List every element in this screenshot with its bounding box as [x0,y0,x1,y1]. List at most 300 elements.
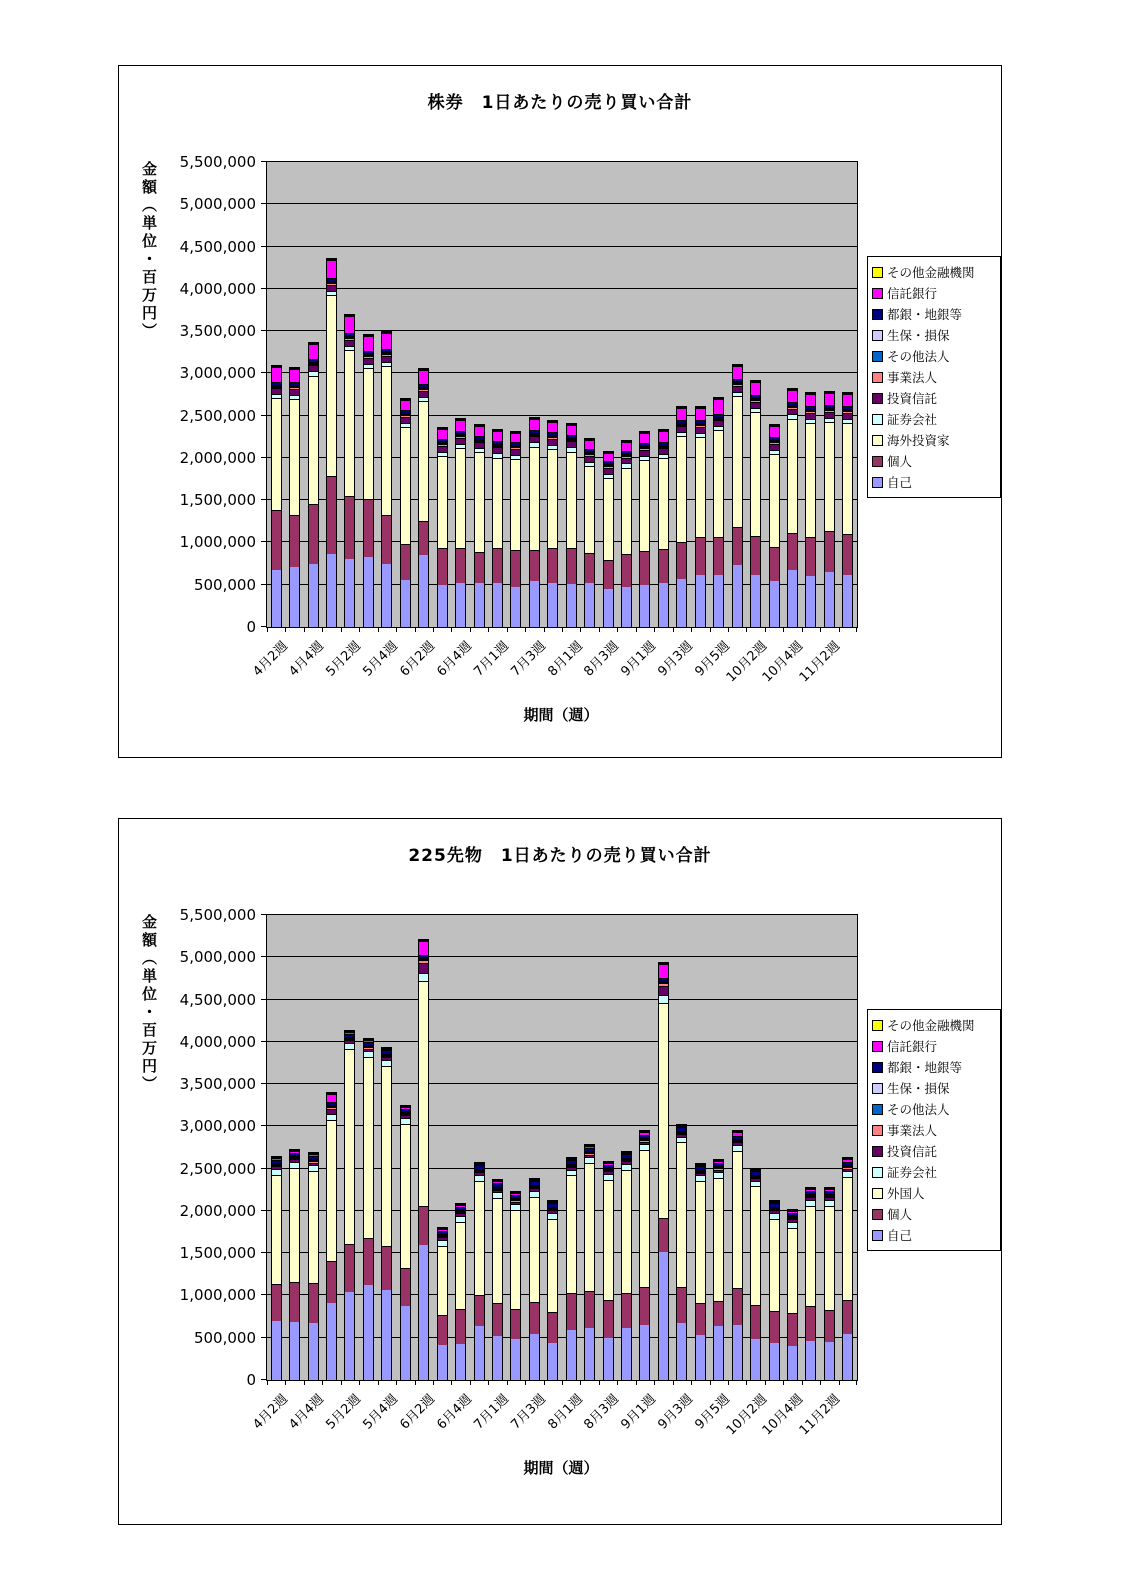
bar-4月4週 [304,915,322,1380]
bar-6月4週 [451,915,469,1380]
legend-label: 生保・損保 [887,328,950,343]
segment-外国人 [511,1210,520,1309]
segment-自己 [511,587,520,627]
stacked-bar-10月2週 [750,1168,761,1380]
segment-外国人 [825,1206,834,1310]
y-tick-label: 1,000,000 [179,533,256,552]
segment-海外投資家 [806,423,815,538]
stacked-bar-10月1週 [732,1130,743,1380]
segment-信託銀行 [622,442,631,451]
stacked-bar-6月1週 [400,1105,411,1380]
bar-7月4週 [544,915,562,1380]
legend-item-その他金融機関 [872,1016,996,1034]
segment-外国人 [659,1003,668,1218]
legend-item-その他法人 [872,1100,996,1118]
segment-個人 [714,537,723,575]
segment-外国人 [751,1186,760,1304]
stacked-bar-8月2週 [584,1144,595,1380]
x-tick-label-4月4週: 4月4週 [286,1391,328,1433]
segment-個人 [382,1246,391,1290]
segment-信託銀行 [290,369,299,383]
segment-海外投資家 [309,376,318,504]
stacked-bar-6月5週 [474,1162,485,1380]
x-tick-label-9月1週: 9月1週 [618,1391,660,1433]
bar-9月2週 [654,915,672,1380]
segment-個人 [327,476,336,555]
stacked-bar-7月2週 [510,1191,521,1380]
legend-swatch-その他金融機関 [872,267,883,278]
segment-信託銀行 [309,344,318,359]
stacked-bar-6月4週 [455,1203,466,1380]
bar-8月4週 [617,915,635,1380]
bar-6月5週 [470,162,488,627]
y-tick-label: 0 [246,618,256,636]
segment-海外投資家 [419,401,428,521]
segment-個人 [327,1261,336,1303]
bar-8月2週 [580,915,598,1380]
segment-自己 [290,567,299,627]
stacked-bar-11月2週 [824,391,835,627]
x-tick [599,627,600,632]
stacked-bar-8月1週 [566,1157,577,1380]
segment-海外投資家 [604,478,613,560]
y-tick-label: 3,000,000 [179,1117,256,1136]
y-tick-label: 1,500,000 [179,491,256,510]
x-tick-label-7月1週: 7月1週 [471,1391,512,1433]
segment-自己 [530,581,539,627]
segment-自己 [493,583,502,627]
segment-個人 [548,1312,557,1343]
y-tick [261,1210,266,1211]
x-tick [562,1380,563,1385]
y-tick-label: 3,500,000 [179,1075,256,1094]
segment-信託銀行 [327,260,336,279]
segment-外国人 [419,981,428,1206]
y-tick [261,499,266,500]
segment-個人 [475,552,484,583]
x-tick [415,627,416,632]
bar-5月1週 [322,915,340,1380]
segment-海外投資家 [327,295,336,476]
x-tick [746,1380,747,1385]
stacked-bar-11月2週 [824,1187,835,1380]
stacked-bar-8月4週 [621,440,632,627]
segment-自己 [272,570,281,627]
segment-信託銀行 [456,420,465,431]
legend-item-都銀・地銀等 [872,305,996,323]
x-tick [544,627,545,632]
x-tick-label-8月1週: 8月1週 [544,1391,586,1433]
y-tick [261,1252,266,1253]
x-tick [820,1380,821,1385]
segment-個人 [843,1300,852,1335]
x-tick [396,627,397,632]
legend-swatch-その他法人 [872,1104,883,1115]
segment-海外投資家 [659,458,668,549]
x-tick [451,1380,452,1385]
x-tick [839,627,840,632]
segment-自己 [751,1339,760,1380]
segment-自己 [475,583,484,627]
bar-6月1週 [396,162,414,627]
bar-6月2週 [415,162,433,627]
segment-信託銀行 [604,453,613,461]
segment-自己 [382,564,391,627]
segment-信託銀行 [733,366,742,380]
stacked-bar-8月3週 [603,451,614,627]
legend-label: その他法人 [887,1102,950,1117]
segment-自己 [733,1325,742,1380]
segment-海外投資家 [585,466,594,553]
stacked-bar-7月2週 [510,431,521,627]
x-tick-label-9月5週: 9月5週 [692,638,733,680]
bar-5月2週 [341,915,359,1380]
segment-個人 [290,515,299,567]
segment-自己 [290,1322,299,1380]
bar-11月2週 [820,162,838,627]
stacked-bar-9月3週 [676,406,687,627]
segment-自己 [309,1323,318,1380]
segment-個人 [751,1305,760,1339]
bar-8月4週 [617,162,635,627]
stacked-bar-9月5週 [713,397,724,627]
segment-自己 [843,1334,852,1380]
segment-自己 [272,1321,281,1380]
bar-10月4週 [783,915,801,1380]
legend [867,256,1001,498]
segment-個人 [382,515,391,564]
x-tick [673,1380,674,1385]
segment-個人 [806,1306,815,1341]
segment-自己 [696,1335,705,1380]
legend-swatch-生保・損保 [872,1083,883,1094]
legend-label: 投資信託 [887,1144,938,1159]
legend-swatch-個人 [872,1209,883,1220]
y-tick [261,1168,266,1169]
segment-証券会社 [419,973,428,981]
legend-swatch-信託銀行 [872,288,883,299]
legend-swatch-その他金融機関 [872,1020,883,1031]
bar-8月1週 [562,162,580,627]
x-tick [580,1380,581,1385]
segment-個人 [438,548,447,585]
x-tick [617,627,618,632]
segment-外国人 [733,1151,742,1288]
segment-個人 [696,537,705,575]
legend-label: 都銀・地銀等 [887,1060,963,1075]
y-tick-label: 4,000,000 [179,279,256,298]
y-tick-label: 2,000,000 [179,448,256,467]
x-tick-label-4月2週: 4月2週 [249,638,291,680]
segment-信託銀行 [382,333,391,349]
segment-信託銀行 [788,390,797,402]
segment-信託銀行 [659,964,668,978]
segment-信託銀行 [677,408,686,420]
segment-個人 [825,1310,834,1342]
x-tick [451,627,452,632]
stock-chart-panel [118,65,1002,758]
segment-外国人 [843,1177,852,1300]
legend-item-証券会社 [872,410,996,428]
x-tick [691,627,692,632]
segment-外国人 [788,1228,797,1313]
y-tick-label: 4,000,000 [179,1032,256,1051]
stacked-bar-10月3週 [769,424,780,627]
y-tick [261,288,266,289]
segment-個人 [401,544,410,580]
legend-label: 信託銀行 [887,286,938,301]
legend-item-事業法人 [872,368,996,386]
bar-5月4週 [378,915,396,1380]
bar-9月3週 [673,162,691,627]
x-tick [433,1380,434,1385]
segment-自己 [419,555,428,627]
x-tick-label-9月1週: 9月1週 [618,638,660,680]
x-tick-label-5月2週: 5月2週 [323,638,365,680]
stacked-bar-4月2週 [271,365,282,627]
legend-swatch-都銀・地銀等 [872,309,883,320]
segment-自己 [548,1343,557,1380]
segment-自己 [696,575,705,627]
bar-9月5週 [710,162,728,627]
bar-9月4週 [691,162,709,627]
bar-8月2週 [580,162,598,627]
x-tick [525,1380,526,1385]
x-tick-label-5月2週: 5月2週 [323,1391,365,1433]
stacked-bar-11月1週 [805,392,816,627]
segment-信託銀行 [659,431,668,442]
legend-swatch-事業法人 [872,1125,883,1136]
segment-信託銀行 [327,1094,336,1102]
segment-投資信託 [659,986,668,995]
stacked-bar-5月1週 [326,1092,337,1380]
x-tick-label-10月2週: 10月2週 [723,638,770,686]
x-tick [654,627,655,632]
x-tick-label-7月3週: 7月3週 [507,1391,549,1433]
segment-外国人 [806,1206,815,1307]
segment-海外投資家 [290,399,299,514]
segment-個人 [604,560,613,589]
legend-swatch-証券会社 [872,1167,883,1178]
bar-10月2週 [746,162,764,627]
bar-11月1週 [802,162,820,627]
x-tick [839,1380,840,1385]
segment-信託銀行 [548,422,557,432]
segment-信託銀行 [567,425,576,435]
segment-信託銀行 [419,941,428,955]
segment-個人 [714,1301,723,1326]
segment-個人 [364,1238,373,1285]
legend-swatch-投資信託 [872,1146,883,1157]
segment-外国人 [290,1168,299,1282]
segment-自己 [843,575,852,627]
stacked-bar-4月4週 [308,342,319,627]
legend-label: 自己 [887,475,913,490]
stacked-bar-6月5週 [474,424,485,627]
legend-label: 自己 [887,1228,913,1243]
x-tick [507,627,508,632]
segment-自己 [345,559,354,627]
y-tick [261,626,266,627]
y-tick-label: 5,500,000 [179,906,256,924]
segment-外国人 [345,1049,354,1244]
legend-label: 事業法人 [887,370,938,385]
x-tick-label-4月2週: 4月2週 [249,1391,291,1433]
stacked-bar-5月1週 [326,258,337,627]
segment-証券会社 [659,995,668,1003]
legend-swatch-投資信託 [872,393,883,404]
bar-11月2週 [820,915,838,1380]
legend-swatch-海外投資家 [872,435,883,446]
y-tick [261,415,266,416]
segment-自己 [567,584,576,627]
segment-個人 [345,496,354,559]
segment-自己 [622,587,631,627]
stacked-bar-4月3週 [289,1149,300,1380]
stacked-bar-10月4週 [787,1209,798,1380]
x-tick [304,627,305,632]
y-tick [261,1379,266,1380]
x-tick-label-8月3週: 8月3週 [581,1391,623,1433]
x-tick [710,627,711,632]
x-tick-label-10月4週: 10月4週 [760,1391,807,1439]
segment-海外投資家 [622,468,631,555]
segment-外国人 [438,1246,447,1315]
bar-11月1週 [802,915,820,1380]
x-tick [580,627,581,632]
segment-海外投資家 [345,350,354,496]
stacked-bar-9月2週 [658,429,669,627]
legend-label: その他法人 [887,349,950,364]
stacked-bar-9月1週 [639,431,650,627]
legend-label: 証券会社 [887,412,938,427]
segment-個人 [843,534,852,575]
x-axis-title: 期間（週） [523,1459,599,1477]
y-axis-title: 金額（単位・百万円） [140,161,158,341]
segment-自己 [585,1328,594,1380]
segment-個人 [733,527,742,565]
legend-item-その他法人 [872,347,996,365]
y-axis-title: 金額（単位・百万円） [140,914,158,1094]
bar-8月1週 [562,915,580,1380]
y-tick-label: 3,500,000 [179,322,256,341]
y-tick-label: 500,000 [193,575,256,594]
chart-title: 225先物 1日あたりの売り買い合計 [408,846,712,866]
stacked-bar-7月1週 [492,1179,503,1380]
x-tick-label-11月2週: 11月2週 [797,1391,844,1439]
segment-自己 [438,1345,447,1380]
segment-外国人 [714,1178,723,1301]
segment-外国人 [604,1180,613,1300]
bar-10月1週 [728,162,746,627]
segment-海外投資家 [714,430,723,536]
bar-5月3週 [359,915,377,1380]
segment-海外投資家 [567,452,576,548]
segment-信託銀行 [825,393,834,405]
segment-自己 [714,1326,723,1380]
x-tick [544,1380,545,1385]
y-tick-label: 2,500,000 [179,1159,256,1178]
segment-海外投資家 [751,412,760,536]
x-tick [267,1380,268,1385]
segment-信託銀行 [640,433,649,443]
segment-個人 [806,537,815,576]
stacked-bar-6月4週 [455,418,466,627]
segment-個人 [493,548,502,584]
y-tick-label: 4,500,000 [179,237,256,256]
segment-海外投資家 [843,423,852,534]
stacked-bar-10月3週 [769,1200,780,1380]
y-tick [261,914,266,915]
x-tick [470,1380,471,1385]
segment-外国人 [640,1150,649,1287]
legend-label: その他金融機関 [887,265,975,280]
stacked-bar-6月3週 [437,427,448,627]
segment-信託銀行 [696,408,705,421]
segment-海外投資家 [475,452,484,551]
x-tick [285,627,286,632]
segment-自己 [770,1343,779,1380]
segment-信託銀行 [401,400,410,410]
bar-7月1週 [488,915,506,1380]
x-tick [488,1380,489,1385]
legend-label: その他金融機関 [887,1018,975,1033]
segment-自己 [456,1344,465,1380]
stacked-bar-10月1週 [732,364,743,627]
stacked-bar-4月4週 [308,1152,319,1380]
x-tick [415,1380,416,1385]
segment-海外投資家 [456,448,465,547]
segment-信託銀行 [770,426,779,437]
x-tick [802,627,803,632]
legend-swatch-自己 [872,477,883,488]
segment-外国人 [677,1142,686,1287]
stacked-bar-8月4週 [621,1151,632,1380]
segment-自己 [806,1341,815,1380]
segment-外国人 [567,1175,576,1293]
plot-area [266,914,858,1381]
segment-自己 [364,1285,373,1380]
segment-個人 [530,1302,539,1333]
segment-信託銀行 [714,399,723,413]
bar-10月3週 [765,915,783,1380]
legend-label: 個人 [887,454,913,469]
y-tick [261,330,266,331]
x-tick [728,627,729,632]
legend [867,1009,1001,1251]
segment-自己 [640,585,649,627]
y-tick-label: 500,000 [193,1328,256,1347]
segment-信託銀行 [364,336,373,351]
y-tick [261,999,266,1000]
bar-11月3週 [839,162,857,627]
segment-個人 [733,1288,742,1325]
segment-個人 [530,550,539,581]
legend-swatch-証券会社 [872,414,883,425]
segment-自己 [401,1306,410,1380]
segment-個人 [475,1295,484,1325]
segment-海外投資家 [493,458,502,548]
segment-外国人 [548,1219,557,1312]
legend-swatch-都銀・地銀等 [872,1062,883,1073]
y-tick-label: 2,000,000 [179,1201,256,1220]
segment-個人 [419,1206,428,1245]
stacked-bar-11月3週 [842,392,853,627]
stacked-bar-7月1週 [492,429,503,627]
x-tick [765,627,766,632]
stacked-bar-9月2週 [658,962,669,1380]
x-tick-label-7月3週: 7月3週 [507,638,549,680]
